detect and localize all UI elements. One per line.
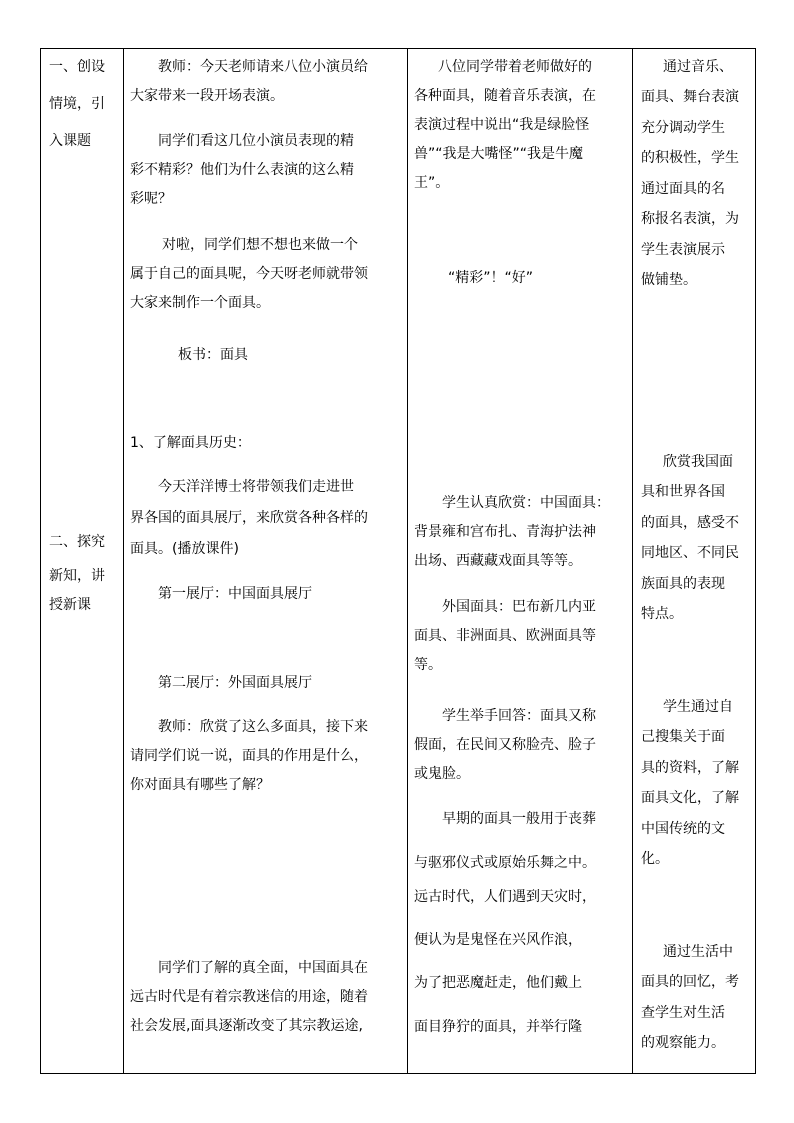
design-intent-column	[633, 49, 756, 1074]
text-line: 化。	[641, 851, 669, 867]
text-line: 王”。	[414, 175, 450, 191]
stage-line: 一、创设	[49, 59, 105, 75]
text-line: 族面具的表现	[641, 576, 725, 592]
teacher-activity-column	[124, 49, 408, 1074]
text-line: 彩呢？	[130, 191, 172, 207]
text-line: 同地区、不同民	[641, 545, 739, 561]
stage-line: 入课题	[49, 133, 91, 149]
text-line: 同学们了解的真全面，中国面具在	[158, 960, 368, 976]
text-line: 彩不精彩？他们为什么表演的这么精	[130, 162, 354, 178]
text-line: 面具文化，了解	[641, 790, 739, 806]
text-line: 面具、非洲面具、欧洲面具等	[414, 628, 596, 644]
text-line: 称报名表演，为	[641, 211, 739, 227]
text-line: 社会发展,面具逐渐改变了其宗教运途,	[130, 1018, 363, 1034]
student-activity-column	[408, 49, 633, 1074]
text-line: 属于自己的面具呢，今天呀老师就带领	[130, 266, 368, 282]
stage-column	[41, 49, 124, 1074]
stage-line: 二、探究	[49, 534, 105, 550]
text-line: 便认为是鬼怪在兴风作浪，	[414, 932, 582, 948]
text-line: 做铺垫。	[641, 272, 697, 288]
text-line: 请同学们说一说，面具的作用是什么，	[130, 748, 368, 764]
text-line: 具和世界各国	[641, 484, 725, 500]
text-line: 面具的回忆，考	[641, 974, 739, 990]
text-line: 面具。(播放课件)	[130, 541, 239, 557]
text-line: 等。	[414, 657, 442, 673]
text-line: 同学们看这几位小演员表现的精	[158, 133, 354, 149]
text-line: 各种面具，随着音乐表演，在	[414, 88, 596, 104]
text-line: 假面，在民间又称脸壳、脸子	[414, 737, 596, 753]
text-line: 学生表演展示	[641, 242, 725, 258]
text-line: 的积极性，学生	[641, 150, 739, 166]
text-line: 查学生对生活	[641, 1005, 725, 1021]
text-line: 今天洋洋博士将带领我们走进世	[158, 479, 354, 495]
exhibition-hall-2: 第二展厅：外国面具展厅	[158, 675, 312, 691]
text-line: 通过生活中	[663, 944, 733, 960]
section-heading: 1、了解面具历史：	[130, 435, 251, 451]
text-line: 学生认真欣赏：中国面具：	[442, 495, 610, 511]
text-line: 为了把恶魔赶走，他们戴上	[414, 975, 582, 991]
text-line: 界各国的面具展厅，来欣赏各种各样的	[130, 510, 368, 526]
text-line: 学生举手回答：面具又称	[442, 708, 596, 724]
text-line: 大家带来一段开场表演。	[130, 88, 284, 104]
text-line: 通过面具的名	[641, 181, 725, 197]
stage-line: 情境，引	[49, 96, 105, 112]
stage-line: 授新课	[49, 597, 91, 613]
text-line: 背景雍和宫布扎、青海护法神	[414, 524, 596, 540]
student-response: “精彩”！“好”	[448, 270, 534, 286]
text-line: 教师：欣赏了这么多面具，接下来	[158, 719, 368, 735]
text-line: 学生通过自	[663, 699, 733, 715]
text-line: 己搜集关于面	[641, 729, 725, 745]
stage-line: 新知，讲	[49, 568, 105, 584]
text-line: 充分调动学生	[641, 120, 725, 136]
text-line: 出场、西藏藏戏面具等等。	[414, 553, 582, 569]
text-line: 通过音乐、	[663, 59, 733, 75]
text-line: 或鬼脸。	[414, 766, 470, 782]
text-line: 兽”“我是大嘴怪”“我是牛魔	[414, 146, 584, 162]
text-line: 八位同学带着老师做好的	[438, 59, 592, 75]
text-line: 远古时代，人们遇到天灾时，	[414, 889, 596, 905]
text-line: 与驱邪仪式或原始乐舞之中。	[414, 855, 596, 871]
text-line: 外国面具：巴布新几内亚	[442, 599, 596, 615]
text-line: 远古时代是有着宗教迷信的用途，随着	[130, 989, 368, 1005]
text-line: 早期的面具一般用于丧葬	[442, 811, 596, 827]
text-line: 对啦，同学们想不想也来做一个	[162, 237, 358, 253]
text-line: 面具、舞台表演	[641, 89, 739, 105]
text-line: 的观察能力。	[641, 1035, 725, 1051]
exhibition-hall-1: 第一展厅：中国面具展厅	[158, 586, 312, 602]
text-line: 欣赏我国面	[663, 454, 733, 470]
lesson-plan-table	[40, 48, 756, 1074]
text-line: 表演过程中说出“我是绿脸怪	[414, 117, 590, 133]
text-line: 大家来制作一个面具。	[130, 295, 270, 311]
board-writing: 板书：面具	[178, 347, 248, 363]
text-line: 的面具，感受不	[641, 515, 739, 531]
text-line: 面目狰狞的面具，并举行隆	[414, 1019, 582, 1035]
text-line: 教师：今天老师请来八位小演员给	[158, 59, 368, 75]
text-line: 中国传统的文	[641, 821, 725, 837]
text-line: 具的资料，了解	[641, 760, 739, 776]
text-line: 你对面具有哪些了解？	[130, 777, 270, 793]
text-line: 特点。	[641, 606, 683, 622]
